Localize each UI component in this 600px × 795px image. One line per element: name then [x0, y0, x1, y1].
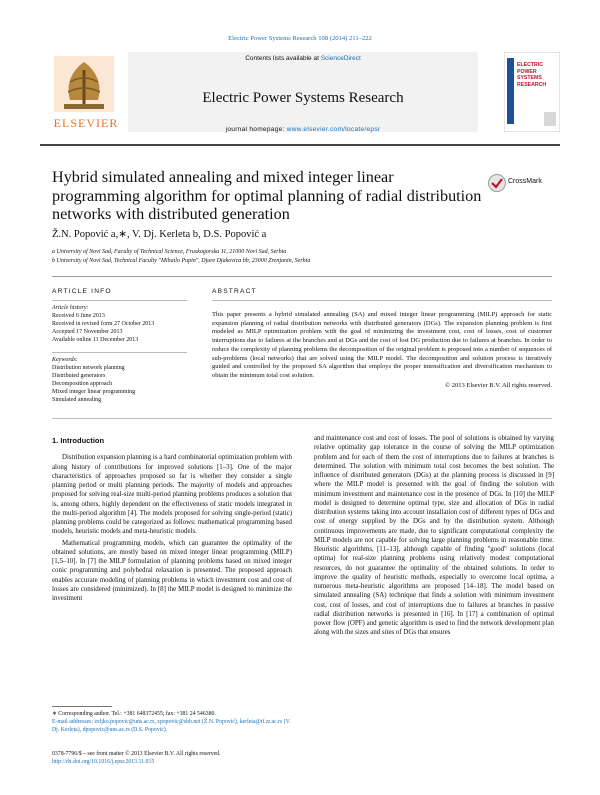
crossmark-label: CrossMark: [508, 178, 542, 185]
affiliations: [52, 248, 512, 266]
keyword: Decomposition approach: [52, 381, 113, 387]
history-item: Available online 11 December 2013: [52, 337, 139, 343]
keyword: Simulated annealing: [52, 397, 102, 403]
body-paragraph: Mathematical programming models, which can guarantee the optimality of the obtained solutions, are mostly based on mixed integer linear programming (MILP) [1,5–10]. In [7] the MILP formulation of planning problems based on mixed integer conic programming and polyhedral relaxation is presented. The proposed approach enables accurate modeling of planning problems in which investment cost and cost of losses are considered (minimized). In [8] the MILP model is designed to minimize the investment: [52, 539, 292, 602]
publisher-name: ELSEVIER: [53, 116, 119, 130]
keyword: Distribution network planning: [52, 365, 125, 371]
email-addresses[interactable]: E-mail addresses: zeljko.popovic@uns.ac.rs, zpopovic@sbb.net (Ž.N. Popović), kerleta@tf.zr.ac.rs (V. Dj. Kerleta), dpopovic@uns.ac.rs (D.S. Popović).: [52, 719, 291, 734]
article-info: [52, 288, 187, 404]
elsevier-logo: [40, 52, 128, 132]
corresponding-author-note: ∗ Corresponding author. Tel.: +381 648372455; fax: +381 24 546380.: [52, 711, 216, 717]
journal-masthead: ELSEVIER Contents lists available at ScienceDirect Electric Power Systems Research journal homepage: www.elsevier.com/locate/epsr ELECTRIC POWER SYSTEMS RESEARCH: [40, 52, 560, 132]
section-heading-introduction: 1. Introduction: [52, 436, 105, 445]
abstract: [212, 288, 552, 389]
abstract-divider: [52, 418, 552, 419]
abstract-heading: ABSTRACT: [212, 288, 257, 295]
contents-line: Contents lists available at ScienceDirect: [245, 55, 361, 62]
article-info-heading: ARTICLE INFO: [52, 288, 112, 295]
doi-link[interactable]: http://dx.doi.org/10.1016/j.epsr.2013.11.015: [52, 759, 155, 765]
history-item: Received in revised form 27 October 2013: [52, 321, 155, 327]
body-left-column: [52, 436, 292, 603]
crossmark-icon: [488, 174, 506, 192]
abstract-text: This paper presents a hybrid simulated annealing (SA) and mixed integer linear programming (MILP) approach for static expansion planning of radial distribution networks with distributed generators (DGs). The expansion planning problem is first modeled as MILP optimization problem with the goal of minimizing the investment cost, cost of losses, cost of customer interruptions due to failures at the branches and at DGs and the cost of lost DG production due to failures at branches. In order to reduce the complexity of planning problems the decomposition of the original problem is proposed into a number of sequences of sub-problems (local networks) that are solved using the MILP model. The decomposition and solution process is iteratively guided and controlled by the proposed SA algorithm that employs the proper intensification and diversification mechanism to obtain the minimum total cost solution.: [212, 311, 552, 379]
footnote-rule: [52, 706, 112, 707]
history-item: Received 6 June 2013: [52, 313, 105, 319]
crossmark-badge[interactable]: [488, 168, 548, 208]
body-paragraph: and maintenance cost and cost of losses. The pool of solutions is obtained by varying relative optimality gap tolerance in the course of solving the MILP optimization problem and for each of them the cost of interruptions due to failures at branches is determined. The solution with minimum total cost becomes the best solution. The influence of distributed generators (DGs) at the planning process is discussed in [9] where the MILP model is presented with the goal of finding the solution with minimum investment and maintenance cost in the presence of DGs. In [10] the MILP model is designed to determine optimal type, size and allocation of DGs in radial distribution systems taking into account installation cost of different types of DGs and cost of energy supplied by the DGs and by the distribution system. Although continuous improvements are made, due to significant computational complexity the MILP models are not capable for solving large planning problems in reasonable time. Heuristic algorithms, [11–13], although capable of finding "good" solutions (local optima) for real-size planning problems using relatively modest computational resources, do not guarantee the optimality of the obtained solutions. In order to improve the quality of heuristic methods, especially to overcome local optima, a numerous meta-heuristic algorithms are proposed [14–18]. The model based on simulated annealing (SA) technique that finds a solution with minimum investment cost, cost of losses, and cost of interruptions due to failures at branches in passive radial distribution networks is presented in [16]. In [17] a combination of optimal power flow (OPF) and genetic algorithm is used to find the network development plan along with the sizes and sites of DGs that ensures: [314, 435, 554, 637]
cover-title: ELECTRIC POWER SYSTEMS RESEARCH: [517, 62, 547, 88]
abstract-copyright: © 2013 Elsevier B.V. All rights reserved.: [445, 381, 552, 389]
history-item: Accepted 17 November 2013: [52, 329, 123, 335]
journal-title: Electric Power Systems Research: [202, 90, 404, 106]
sciencedirect-link[interactable]: ScienceDirect: [320, 55, 361, 62]
article-title: Hybrid simulated annealing and mixed integer linear programming algorithm for optimal planning of radial distribution networks with distributed generation: [52, 168, 482, 223]
journal-cover-thumbnail: [504, 52, 560, 132]
keywords-label: Keywords:: [52, 357, 78, 363]
keyword: Distributed generators: [52, 373, 106, 379]
journal-reference[interactable]: Electric Power Systems Research 108 (2014) 211–222: [228, 35, 372, 42]
issn-line: 0378-7796/$ – see front matter © 2013 Elsevier B.V. All rights reserved.: [52, 751, 221, 757]
body-right-column: [314, 434, 554, 638]
author-list: Ž.N. Popović a,∗, V. Dj. Kerleta b, D.S. Popović a: [52, 229, 267, 240]
affiliation-b: b University of Novi Sad, Technical Faculty "Mihailo Pupin", Djure Djakovica bb, 23000 Zrenjanin, Serbia: [52, 258, 311, 264]
masthead-divider: [40, 144, 560, 146]
body-paragraph: Distribution expansion planning is a hard combinatorial optimization problem with along history of contributions for improved solutions [1–3]. One of the major characteristics of approaches proposed so far is whether they consider a single planning period or multi planning periods. The majority of models and approaches proposed for solving real-size multi-period planning problems produces a solution that is, among others, highly dependent on the effectiveness of static models integrated in the multi-period algorithm [4]. The models proposed for solving single-period (static) planning problems could be categorized as follows: mathematical programming based models, heuristic models and meta-heuristic models.: [52, 454, 292, 536]
footnotes: [52, 710, 292, 735]
homepage-link[interactable]: www.elsevier.com/locate/epsr: [286, 126, 381, 133]
affiliation-a: a University of Novi Sad, Faculty of Technical Science, Fruskogorska 11, 21000 Novi Sad, Serbia: [52, 249, 287, 255]
journal-banner: [128, 52, 478, 132]
history-label: Article history:: [52, 305, 89, 311]
affiliation-divider: [52, 276, 552, 277]
issn-block: [52, 750, 292, 766]
keyword: Mixed integer linear programming: [52, 389, 136, 395]
